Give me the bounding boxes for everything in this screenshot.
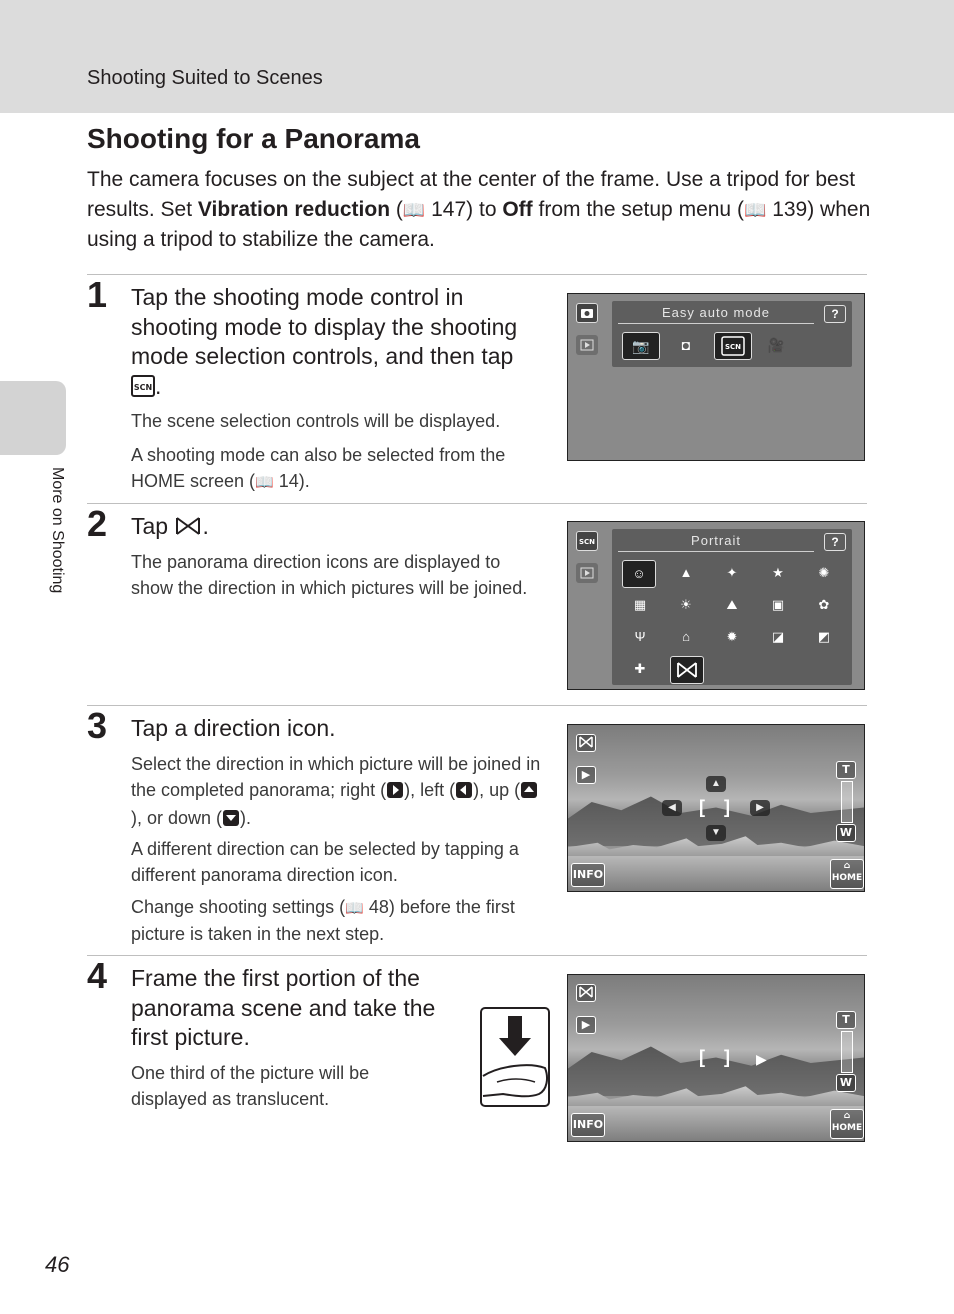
scene-menu-panel	[612, 529, 852, 685]
zoom-tele-button[interactable]: T	[836, 1011, 856, 1029]
svg-text:SCN: SCN	[578, 538, 596, 546]
beach-scene-icon[interactable]: ▦	[633, 597, 647, 612]
panorama-icon	[174, 515, 202, 545]
side-tab	[0, 381, 66, 455]
info-button[interactable]: INFO	[571, 863, 605, 887]
menu-underline	[618, 323, 814, 324]
zoom-wide-button[interactable]: W	[836, 824, 856, 842]
setting-name: Vibration reduction	[197, 197, 391, 221]
step-note: Select the direction in which picture will be joined in the completed panorama; right ( ), left ( ), up (), or down ( ).	[131, 752, 541, 835]
party-scene-icon[interactable]: ✺	[818, 565, 830, 580]
food-scene-icon[interactable]: Ψ	[634, 629, 646, 644]
scene-mode-button[interactable]	[576, 531, 598, 551]
step-title: Tap a direction icon.	[131, 715, 336, 741]
help-button[interactable]: ?	[824, 533, 846, 551]
svg-text:SCN: SCN	[133, 382, 153, 392]
home-button[interactable]: ⌂ HOME	[830, 1109, 864, 1139]
auto-mode-icon[interactable]: ◘	[681, 337, 691, 353]
panorama-mode-button[interactable]	[576, 984, 596, 1002]
playback-button[interactable]: ▶	[576, 766, 596, 784]
focus-bracket-left: [	[699, 797, 705, 817]
menu-title: Portrait	[691, 533, 741, 548]
focus-bracket-left: [	[699, 1047, 705, 1067]
panorama-scene-icon[interactable]	[670, 656, 704, 684]
dusk-scene-icon[interactable]: ⛰	[726, 597, 738, 612]
step-note: The panorama direction icons are displayed to show the direction in which pictures will be joined.	[131, 552, 528, 598]
backlighting-scene-icon[interactable]: ◩	[817, 629, 831, 644]
section-title: Shooting for a Panorama	[87, 123, 420, 154]
museum-scene-icon[interactable]: ⌂	[682, 629, 690, 644]
playback-button[interactable]	[576, 335, 598, 355]
down-arrow-icon	[222, 809, 240, 835]
playback-button[interactable]	[576, 563, 598, 583]
chapter-title: Shooting Suited to Scenes	[87, 67, 323, 89]
left-direction-button[interactable]: ◀	[662, 800, 682, 816]
step-note: One third of the picture will be displayed as translucent.	[131, 1063, 370, 1109]
portrait-scene-icon[interactable]: ☺	[622, 560, 656, 588]
fireworks-scene-icon[interactable]: ✹	[726, 629, 738, 644]
menu-title: Easy auto mode	[662, 305, 770, 320]
zoom-slider[interactable]	[841, 1031, 853, 1073]
right-arrow-icon	[386, 781, 404, 807]
night-landscape-scene-icon[interactable]: ▣	[771, 597, 785, 612]
book-icon: 📖	[255, 472, 274, 491]
step-note: The scene selection controls will be displayed.	[131, 411, 501, 431]
night-portrait-scene-icon[interactable]: ★	[772, 565, 784, 580]
step-number: 2	[87, 503, 108, 544]
right-direction-button[interactable]: ▶	[750, 800, 770, 816]
home-button[interactable]: ⌂ HOME	[830, 859, 864, 889]
background-water	[568, 1106, 864, 1141]
background-hills	[568, 1041, 864, 1096]
mode-menu-panel	[612, 301, 852, 367]
step-note: Change shooting settings (📖 48) before the first picture is taken in the next step.	[131, 897, 515, 944]
divider	[87, 503, 867, 504]
direction-indicator-icon: ▶	[756, 1051, 767, 1067]
panorama-framing-screen	[567, 974, 865, 1142]
help-button[interactable]: ?	[824, 305, 846, 323]
step-number: 1	[87, 274, 108, 315]
zoom-slider[interactable]	[841, 781, 853, 823]
step-note: A different direction can be selected by tapping a different panorama direction icon.	[131, 839, 519, 885]
landscape-scene-icon[interactable]: ▲	[679, 565, 693, 580]
panorama-direction-screen	[567, 724, 865, 892]
zoom-tele-button[interactable]: T	[836, 761, 856, 779]
divider	[87, 955, 867, 956]
shutter-press-icon	[479, 1006, 551, 1108]
home-icon: ⌂	[843, 1111, 851, 1121]
easy-auto-mode-icon[interactable]: 📷	[622, 332, 660, 360]
scene-icon	[131, 375, 155, 405]
intro-paragraph: The camera focuses on the subject at the center of the frame. Use a tripod for best results. Set Vibration reduction (📖 147) to Off from the setup menu (📖 139) when using a tripod to stabilize the camera.	[87, 168, 871, 251]
up-direction-button[interactable]: ▲	[706, 776, 726, 792]
step-title: Tap the shooting mode control in shooting mode to display the shooting mode selection controls, and then tap SCN .	[131, 283, 541, 404]
side-tab-label: More on Shooting	[49, 467, 66, 594]
shooting-mode-button[interactable]	[576, 303, 598, 323]
panorama-mode-button[interactable]	[576, 734, 596, 752]
sunset-scene-icon[interactable]: ☀	[680, 597, 692, 612]
step-number: 4	[87, 955, 108, 996]
menu-underline	[618, 551, 814, 552]
scene-selection-screen	[567, 521, 865, 690]
book-icon: 📖	[402, 199, 426, 221]
focus-bracket-right: ]	[724, 1047, 730, 1067]
svg-text:SCN: SCN	[724, 343, 742, 351]
step-note: A shooting mode can also be selected from the HOME screen (📖 14).	[131, 445, 506, 491]
left-arrow-icon	[455, 781, 473, 807]
step-number: 3	[87, 705, 108, 746]
header-band	[0, 0, 954, 113]
down-direction-button[interactable]: ▼	[706, 825, 726, 841]
scene-mode-icon[interactable]	[714, 332, 752, 360]
page-number: 46	[45, 1252, 70, 1277]
setting-value: Off	[502, 197, 533, 221]
zoom-wide-button[interactable]: W	[836, 1074, 856, 1092]
sports-scene-icon[interactable]: ✦	[726, 565, 738, 580]
book-icon: 📖	[345, 899, 364, 917]
close-up-scene-icon[interactable]: ✿	[818, 597, 830, 612]
info-button[interactable]: INFO	[571, 1113, 605, 1137]
up-arrow-icon	[520, 781, 538, 807]
playback-button[interactable]: ▶	[576, 1016, 596, 1034]
mode-selection-screen	[567, 293, 865, 461]
step-title: Tap .	[131, 512, 209, 545]
step-title: Frame the first portion of the panorama scene and take the first picture.	[131, 965, 436, 1050]
book-icon: 📖	[743, 199, 767, 221]
focus-bracket-right: ]	[724, 797, 730, 817]
divider	[87, 274, 867, 275]
pet-scene-icon[interactable]: ✚	[634, 661, 646, 676]
movie-mode-icon[interactable]: 🎥	[767, 337, 785, 353]
copy-scene-icon[interactable]: ◪	[771, 629, 785, 644]
home-icon: ⌂	[843, 861, 851, 871]
background-water	[568, 856, 864, 891]
divider	[87, 705, 867, 706]
